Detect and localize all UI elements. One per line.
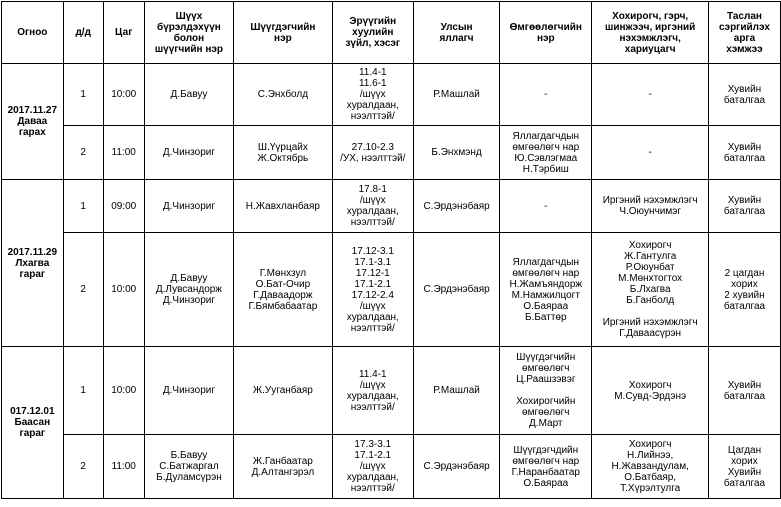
- defendant-cell: Ж.Ганбаатар Д.Алтангэрэл: [234, 435, 332, 499]
- row-number: 2: [63, 435, 103, 499]
- header-lawyer: Өмгөөлөгчийн нэр: [500, 2, 592, 64]
- table-row: [2, 64, 781, 126]
- judge-cell: Д.Бавуу Д.Лувсандорж Д.Чинзориг: [144, 233, 234, 347]
- court-schedule-table: [1, 1, 781, 499]
- table-row: [2, 435, 781, 499]
- victim-cell: -: [592, 64, 709, 126]
- lawyer-cell: -: [500, 180, 592, 233]
- article-cell: 17.12-3.1 17.1-3.1 17.12-1 17.1-2.1 17.12-2.4 /шүүх хуралдаан, нээлттэй/: [332, 233, 413, 347]
- measure-cell: 2 цагдан хорих 2 хувийн баталгаа: [708, 233, 780, 347]
- judge-cell: Д.Чинзориг: [144, 126, 234, 180]
- defendant-cell: Г.Мөнхзул О.Бат-Очир Г.Даваадорж Г.Бямбабаатар: [234, 233, 332, 347]
- article-cell: 17.8-1 /шүүх хуралдаан, нээлттэй/: [332, 180, 413, 233]
- date-cell: 2017.11.27 Даваа гарах: [2, 64, 64, 180]
- defendant-cell: Н.Жавхланбаяр: [234, 180, 332, 233]
- defendant-cell: Ж.Ууганбаяр: [234, 347, 332, 435]
- time-cell: 11:00: [103, 126, 144, 180]
- article-cell: 27.10-2.3 /УХ, нээлттэй/: [332, 126, 413, 180]
- lawyer-cell: Яллагдагчдын өмгөөлөгч нар Н.Жамъяндорж М.Намжилцогт О.Баяраа Б.Баттөр: [500, 233, 592, 347]
- judge-cell: Б.Бавуу С.Батжаргал Б.Дуламсүрэн: [144, 435, 234, 499]
- prosecutor-cell: С.Эрдэнэбаяр: [413, 233, 499, 347]
- table-row: [2, 180, 781, 233]
- header-time: Цаг: [103, 2, 144, 64]
- prosecutor-cell: Р.Машлай: [413, 64, 499, 126]
- prosecutor-cell: Б.Энхмэнд: [413, 126, 499, 180]
- measure-cell: Хувийн баталгаа: [708, 347, 780, 435]
- table-row: [2, 233, 781, 347]
- prosecutor-cell: С.Эрдэнэбаяр: [413, 180, 499, 233]
- table-row: [2, 126, 781, 180]
- victim-cell: Иргэний нэхэмжлэгч Ч.Оюунчимэг: [592, 180, 709, 233]
- row-number: 2: [63, 126, 103, 180]
- time-cell: 10:00: [103, 347, 144, 435]
- row-number: 1: [63, 180, 103, 233]
- article-cell: 11.4-1 /шүүх хуралдаан, нээлттэй/: [332, 347, 413, 435]
- measure-cell: Хувийн баталгаа: [708, 64, 780, 126]
- judge-cell: Д.Бавуу: [144, 64, 234, 126]
- time-cell: 10:00: [103, 64, 144, 126]
- header-victim: Хохирогч, гэрч, шинжээч, иргэний нэхэмжлэгч, хариуцагч: [592, 2, 709, 64]
- lawyer-cell: -: [500, 64, 592, 126]
- header-defendant: Шүүгдэгчийн нэр: [234, 2, 332, 64]
- judge-cell: Д.Чинзориг: [144, 347, 234, 435]
- row-number: 2: [63, 233, 103, 347]
- victim-cell: -: [592, 126, 709, 180]
- header-date: Огноо: [2, 2, 64, 64]
- victim-cell: Хохирогч М.Сувд-Эрдэнэ: [592, 347, 709, 435]
- article-cell: 17.3-3.1 17.1-2.1 /шүүх хуралдаан, нээлттэй/: [332, 435, 413, 499]
- row-number: 1: [63, 347, 103, 435]
- time-cell: 11:00: [103, 435, 144, 499]
- prosecutor-cell: Р.Машлай: [413, 347, 499, 435]
- header-measure: Таслан сэргийлэх арга хэмжээ: [708, 2, 780, 64]
- defendant-cell: Ш.Үүрцайх Ж.Октябрь: [234, 126, 332, 180]
- measure-cell: Цагдан хорих Хувийн баталгаа: [708, 435, 780, 499]
- row-number: 1: [63, 64, 103, 126]
- time-cell: 10:00: [103, 233, 144, 347]
- measure-cell: Хувийн баталгаа: [708, 126, 780, 180]
- defendant-cell: С.Энхболд: [234, 64, 332, 126]
- header-prosecutor: Улсын яллагч: [413, 2, 499, 64]
- date-cell: 017.12.01 Баасан гараг: [2, 347, 64, 499]
- measure-cell: Хувийн баталгаа: [708, 180, 780, 233]
- judge-cell: Д.Чинзориг: [144, 180, 234, 233]
- article-cell: 11.4-1 11.6-1 /шүүх хуралдаан, нээлттэй/: [332, 64, 413, 126]
- table-row: [2, 347, 781, 435]
- prosecutor-cell: С.Эрдэнэбаяр: [413, 435, 499, 499]
- lawyer-cell: Яллагдагчдын өмгөөлөгч нар Ю.Сэвлэгмаа Н.Тэрбиш: [500, 126, 592, 180]
- victim-cell: Хохирогч Н.Лийнээ, Н.Жавзандулам, О.Батбаяр, Т.Хүрэлтулга: [592, 435, 709, 499]
- header-judge: Шүүх бүрэлдэхүүн болон шүүгчийн нэр: [144, 2, 234, 64]
- header-row: [2, 2, 781, 64]
- lawyer-cell: Шүүгдэгчийн өмгөөлөгч Ц.Раашзэвэг Хохирогчийн өмгөөлөгч Д.Март: [500, 347, 592, 435]
- victim-cell: Хохирогч Ж.Гантулга Р.Оюунбат М.Мөнхтогтох Б.Лхагва Б.Ганболд Иргэний нэхэмжлэгч Г.Даваасүрэн: [592, 233, 709, 347]
- time-cell: 09:00: [103, 180, 144, 233]
- lawyer-cell: Шүүгдэгчдийн өмгөөлөгч нар Г.Наранбаатар О.Баярaa: [500, 435, 592, 499]
- header-article: Эрүүгийн хуулийн зүйл, хэсэг: [332, 2, 413, 64]
- date-cell: 2017.11.29 Лхагва гараг: [2, 180, 64, 347]
- header-number: д/д: [63, 2, 103, 64]
